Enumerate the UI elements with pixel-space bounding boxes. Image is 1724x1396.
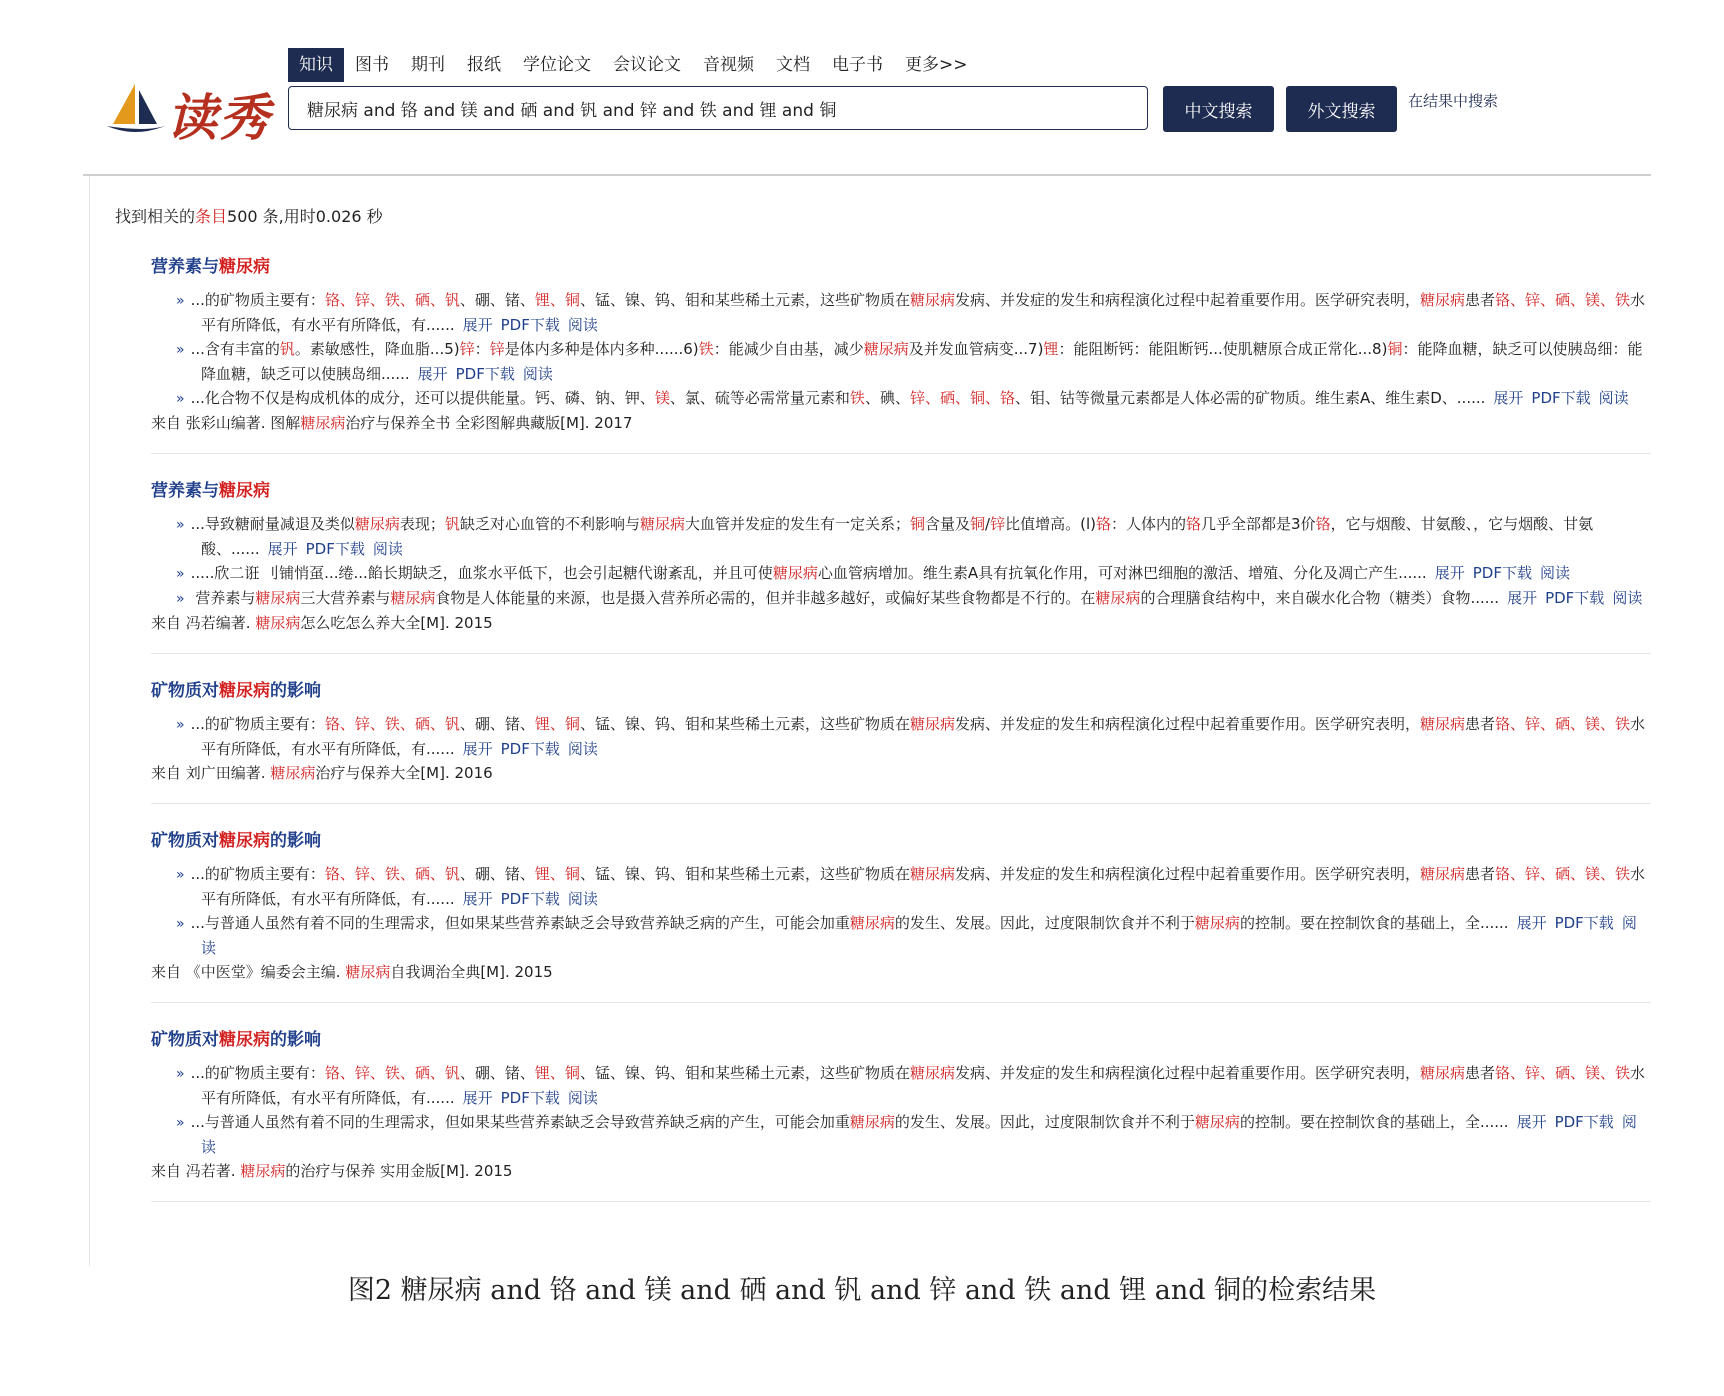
- snippet-text: 、锰、镍、钨、钼和某些稀土元素，这些矿物质在: [579, 865, 910, 883]
- result-item: [151, 1025, 1651, 1202]
- results-list: [151, 252, 1651, 1224]
- read-link[interactable]: 阅读: [567, 1089, 598, 1107]
- result-snippet: [176, 911, 1651, 960]
- pdf-download-link[interactable]: PDF下载: [500, 890, 560, 908]
- snippet-text: 几乎全部都是3价: [1201, 515, 1316, 533]
- result-title-link[interactable]: [151, 252, 1651, 277]
- keyword-highlight: 糖尿病: [863, 340, 909, 358]
- source-text: 治疗与保养大全[M]. 2016: [315, 764, 493, 782]
- snippet-text: 、硼、锗、: [459, 865, 535, 883]
- keyword-highlight: 糖尿病: [219, 481, 270, 501]
- keyword-highlight: 铬、锌、硒、镁、铁: [1495, 715, 1631, 733]
- expand-link[interactable]: 展开: [417, 365, 448, 383]
- snippet-text: ...与普通人虽然有着不同的生理需求，但如果某些营养素缺乏会导致营养缺乏病的产生，可能会加重: [190, 914, 850, 932]
- result-snippet: [176, 337, 1651, 386]
- keyword-highlight: 铬、锌、硒、镁、铁: [1495, 1064, 1631, 1082]
- double-chevron-icon: »: [176, 717, 185, 733]
- search-input[interactable]: [288, 86, 1148, 130]
- result-title-text: 矿物质对: [151, 1030, 219, 1050]
- snippet-text: ：能减少自由基，减少: [713, 340, 864, 358]
- keyword-highlight: 糖尿病: [1194, 914, 1240, 932]
- tab-documents[interactable]: 文档: [776, 55, 810, 75]
- summary-highlight: 条目: [195, 207, 228, 226]
- keyword-highlight: 糖尿病: [219, 1030, 270, 1050]
- read-link[interactable]: 阅读: [567, 890, 598, 908]
- pdf-download-link[interactable]: PDF下载: [1472, 564, 1532, 582]
- read-link[interactable]: 阅读: [567, 316, 598, 334]
- source-text: 来自 刘广田编著.: [151, 764, 271, 782]
- tab-ebooks[interactable]: 电子书: [832, 55, 883, 75]
- tab-conference-papers[interactable]: 会议论文: [613, 55, 681, 75]
- keyword-highlight: 糖尿病: [1419, 865, 1465, 883]
- keyword-highlight: 糖尿病: [909, 291, 955, 309]
- snippet-text: 的发生、发展。因此，过度限制饮食并不利于: [894, 914, 1195, 932]
- sailboat-icon: [105, 80, 167, 142]
- snippet-text: 大血管并发症的发生有一定关系；: [684, 515, 910, 533]
- logo[interactable]: [105, 80, 275, 147]
- summary-prefix: 找到相关的: [115, 207, 196, 226]
- keyword-highlight: 铬、锌、硒、镁、铁: [1495, 865, 1631, 883]
- snippet-text: ...导致糖耐量减退及类似: [190, 515, 355, 533]
- read-link[interactable]: 阅读: [522, 365, 553, 383]
- result-snippet: [176, 288, 1651, 337]
- keyword-highlight: 糖尿病: [1419, 291, 1465, 309]
- tab-journals[interactable]: 期刊: [411, 55, 445, 75]
- keyword-highlight: 锌: [489, 340, 505, 358]
- keyword-highlight: 糖尿病: [354, 515, 400, 533]
- snippet-text: 发病、并发症的发生和病程演化过程中起着重要作用。医学研究表明，: [954, 865, 1420, 883]
- logo-text: 读秀: [167, 88, 271, 147]
- keyword-highlight: 钒: [444, 515, 460, 533]
- snippet-text: 。素敏感性，降血脂...5): [294, 340, 460, 358]
- keyword-highlight: 铬、锌、硒、镁、铁: [1495, 291, 1631, 309]
- double-chevron-icon: »: [176, 1066, 185, 1082]
- snippet-text: 水平有所降低，有水平有所降低，有......: [201, 1064, 1646, 1107]
- expand-link[interactable]: 展开: [462, 890, 493, 908]
- pdf-download-link[interactable]: PDF下载: [305, 540, 365, 558]
- keyword-highlight: 糖尿病: [639, 515, 685, 533]
- search-in-results-link[interactable]: 在结果中搜索: [1408, 92, 1499, 110]
- figure-caption: 图2 糖尿病 and 铬 and 镁 and 硒 and 钒 and 锌 and 铁 and 锂 and 铜的检索结果: [347, 1275, 1377, 1306]
- expand-link[interactable]: 展开: [462, 740, 493, 758]
- snippet-text: 食物是人体能量的来源，也是摄入营养所必需的，但并非越多越好，或偏好某些食物都是不行的。在: [435, 589, 1096, 607]
- snippet-text: 心血管病增加。维生素A具有抗氧化作用，可对淋巴细胞的激活、增殖、分化及凋亡产生......: [817, 564, 1427, 582]
- keyword-highlight: 糖尿病: [909, 865, 955, 883]
- keyword-highlight: 糖尿病: [219, 681, 270, 701]
- expand-link[interactable]: 展开: [1516, 914, 1547, 932]
- result-title-link[interactable]: [151, 476, 1651, 501]
- result-source: [151, 761, 1651, 785]
- keyword-highlight: 铜: [970, 515, 986, 533]
- snippet-text: ...的矿物质主要有：: [190, 865, 325, 883]
- keyword-highlight: 糖尿病: [255, 589, 301, 607]
- category-tabs: [288, 48, 979, 82]
- expand-link[interactable]: 展开: [462, 1089, 493, 1107]
- snippet-text: 水平有所降低，有水平有所降低，有......: [201, 291, 1646, 334]
- keyword-highlight: 铬: [1315, 515, 1331, 533]
- result-title-link[interactable]: [151, 676, 1651, 701]
- source-text: 来自 张彩山编著. 图解: [151, 414, 301, 432]
- read-link[interactable]: 阅读: [201, 914, 1637, 957]
- pdf-download-link[interactable]: PDF下载: [500, 1089, 560, 1107]
- keyword-highlight: 糖尿病: [909, 1064, 955, 1082]
- source-text: 自我调治全典[M]. 2015: [390, 963, 553, 981]
- snippet-text: 的合理膳食结构中，来自碳水化合物（糖类）食物......: [1140, 589, 1500, 607]
- keyword-highlight: 铜: [1387, 340, 1403, 358]
- result-title-text: 营养素与: [151, 257, 219, 277]
- snippet-text: 、锰、镍、钨、钼和某些稀土元素，这些矿物质在: [579, 1064, 910, 1082]
- keyword-highlight: 铬、锌、铁、硒、钒: [324, 291, 460, 309]
- left-rule: [89, 176, 90, 1266]
- result-item: [151, 826, 1651, 1003]
- pdf-download-link[interactable]: PDF下载: [1554, 914, 1614, 932]
- keyword-highlight: 糖尿病: [1419, 715, 1465, 733]
- chinese-search-button[interactable]: 中文搜索: [1163, 86, 1274, 132]
- read-link[interactable]: 阅读: [567, 740, 598, 758]
- keyword-highlight: 糖尿病: [849, 1113, 895, 1131]
- snippet-text: 三大营养素与: [300, 589, 391, 607]
- snippet-text: ：能降血糖，缺乏可以使胰岛细：能降血糖，缺乏可以使胰岛细......: [201, 340, 1643, 383]
- source-text: 怎么吃怎么养大全[M]. 2015: [300, 614, 493, 632]
- result-title-text: 矿物质对: [151, 831, 219, 851]
- pdf-download-link[interactable]: PDF下载: [500, 316, 560, 334]
- keyword-highlight: 糖尿病: [1095, 589, 1141, 607]
- snippet-text: 比值增高。(l): [1005, 515, 1096, 533]
- snippet-text: ：能阻断钙：能阻断钙...使肌糖原合成正常化...8): [1058, 340, 1388, 358]
- pdf-download-link[interactable]: PDF下载: [500, 740, 560, 758]
- snippet-text: 、钼、钴等微量元素都是人体必需的矿物质。维生素A、维生素D、......: [1014, 389, 1486, 407]
- keyword-highlight: 糖尿病: [909, 715, 955, 733]
- keyword-highlight: 铁: [698, 340, 714, 358]
- snippet-text: ...化合物不仅是构成机体的成分，还可以提供能量。钙、磷、钠、钾、: [190, 389, 655, 407]
- snippet-text: 、氯、硫等必需常量元素和: [669, 389, 850, 407]
- tab-newspapers[interactable]: 报纸: [467, 55, 501, 75]
- result-title-text: 的影响: [270, 831, 321, 851]
- snippet-text: 、锰、镍、钨、钼和某些稀土元素，这些矿物质在: [579, 715, 910, 733]
- keyword-highlight: 镁: [654, 389, 670, 407]
- keyword-highlight: 糖尿病: [390, 589, 436, 607]
- pdf-download-link[interactable]: PDF下载: [455, 365, 515, 383]
- keyword-highlight: 锂、铜: [534, 1064, 580, 1082]
- result-source: [151, 1159, 1651, 1183]
- keyword-highlight: 锂、铜: [534, 715, 580, 733]
- double-chevron-icon: »: [176, 391, 185, 407]
- keyword-highlight: 糖尿病: [255, 614, 301, 632]
- keyword-highlight: 锂、铜: [534, 865, 580, 883]
- pdf-download-link[interactable]: PDF下载: [1545, 589, 1605, 607]
- snippet-text: 水平有所降低，有水平有所降低，有......: [201, 865, 1646, 908]
- result-source: [151, 960, 1651, 984]
- expand-link[interactable]: 展开: [1493, 389, 1524, 407]
- snippet-text: 缺乏对心血管的不利影响与: [459, 515, 640, 533]
- pdf-download-link[interactable]: PDF下载: [1531, 389, 1591, 407]
- tab-knowledge[interactable]: 知识: [288, 48, 344, 82]
- keyword-highlight: 糖尿病: [1419, 1064, 1465, 1082]
- snippet-text: 表现；: [399, 515, 445, 533]
- keyword-highlight: 糖尿病: [219, 831, 270, 851]
- snippet-text: 、碘、: [864, 389, 910, 407]
- double-chevron-icon: »: [176, 867, 185, 883]
- keyword-highlight: 铁: [849, 389, 865, 407]
- keyword-highlight: 糖尿病: [345, 963, 391, 981]
- foreign-search-button[interactable]: 外文搜索: [1286, 86, 1397, 132]
- snippet-text: 患者: [1465, 715, 1496, 733]
- result-title-text: 的影响: [270, 681, 321, 701]
- snippet-text: ：人体内的: [1111, 515, 1187, 533]
- keyword-highlight: 糖尿病: [270, 764, 316, 782]
- double-chevron-icon: »: [176, 342, 185, 358]
- double-chevron-icon: »: [176, 916, 185, 932]
- result-snippet: [176, 512, 1651, 561]
- result-snippet: [176, 1061, 1651, 1110]
- snippet-text: ...与普通人虽然有着不同的生理需求，但如果某些营养素缺乏会导致营养缺乏病的产生，可能会加重: [190, 1113, 850, 1131]
- result-snippet: [176, 561, 1651, 586]
- snippet-text: 发病、并发症的发生和病程演化过程中起着重要作用。医学研究表明，: [954, 291, 1420, 309]
- pdf-download-link[interactable]: PDF下载: [1554, 1113, 1614, 1131]
- expand-link[interactable]: 展开: [1516, 1113, 1547, 1131]
- snippet-text: 的控制。要在控制饮食的基础上，全......: [1239, 1113, 1509, 1131]
- result-snippet: [176, 712, 1651, 761]
- snippet-text: 发病、并发症的发生和病程演化过程中起着重要作用。医学研究表明，: [954, 1064, 1420, 1082]
- result-title-text: 的影响: [270, 1030, 321, 1050]
- snippet-text: ：: [474, 340, 490, 358]
- keyword-highlight: 锂: [1043, 340, 1059, 358]
- result-title-link[interactable]: [151, 1025, 1651, 1050]
- snippet-text: 患者: [1465, 865, 1496, 883]
- expand-link[interactable]: 展开: [267, 540, 298, 558]
- result-item: [151, 676, 1651, 804]
- result-title-text: 营养素与: [151, 481, 219, 501]
- snippet-text: ...的矿物质主要有：: [190, 1064, 325, 1082]
- tab-audio-video[interactable]: 音视频: [703, 55, 754, 75]
- result-source: [151, 411, 1651, 435]
- read-link[interactable]: 阅读: [1612, 589, 1643, 607]
- keyword-highlight: 糖尿病: [240, 1162, 286, 1180]
- double-chevron-icon: »: [176, 1115, 185, 1131]
- tab-more[interactable]: 更多>>: [905, 55, 968, 75]
- keyword-highlight: 锂、铜: [534, 291, 580, 309]
- expand-link[interactable]: 展开: [1507, 589, 1538, 607]
- snippet-text: 及并发血管病变...7): [908, 340, 1044, 358]
- snippet-text: ，它与烟酸、甘氨酸、，它与烟酸、甘氨酸、......: [201, 515, 1594, 558]
- snippet-text: ...的矿物质主要有：: [190, 715, 325, 733]
- result-title-text: 矿物质对: [151, 681, 219, 701]
- source-text: 来自 冯若著.: [151, 1162, 241, 1180]
- snippet-text: 、硼、锗、: [459, 1064, 535, 1082]
- read-link[interactable]: 阅读: [1598, 389, 1629, 407]
- result-item: [151, 252, 1651, 454]
- keyword-highlight: 铬: [1186, 515, 1202, 533]
- keyword-highlight: 锌、硒、铜、铬: [909, 389, 1015, 407]
- double-chevron-icon: »: [176, 293, 185, 309]
- read-link[interactable]: 阅读: [201, 1113, 1637, 1156]
- snippet-text: 的控制。要在控制饮食的基础上，全......: [1239, 914, 1509, 932]
- header-divider: [83, 174, 1651, 176]
- double-chevron-icon: »: [176, 517, 185, 533]
- keyword-highlight: 糖尿病: [772, 564, 818, 582]
- keyword-highlight: 锌: [990, 515, 1006, 533]
- keyword-highlight: 糖尿病: [1194, 1113, 1240, 1131]
- result-title-link[interactable]: [151, 826, 1651, 851]
- result-summary: [115, 204, 383, 227]
- tab-books[interactable]: 图书: [355, 55, 389, 75]
- keyword-highlight: 糖尿病: [219, 257, 270, 277]
- keyword-highlight: 铜: [909, 515, 925, 533]
- tab-theses[interactable]: 学位论文: [523, 55, 591, 75]
- snippet-text: 患者: [1465, 1064, 1496, 1082]
- snippet-text: 水平有所降低，有水平有所降低，有......: [201, 715, 1646, 758]
- keyword-highlight: 铬、锌、铁、硒、钒: [324, 1064, 460, 1082]
- snippet-text: 是体内多种是体内多种......6): [504, 340, 699, 358]
- read-link[interactable]: 阅读: [372, 540, 403, 558]
- snippet-text: 发病、并发症的发生和病程演化过程中起着重要作用。医学研究表明，: [954, 715, 1420, 733]
- keyword-highlight: 糖尿病: [300, 414, 346, 432]
- result-item: [151, 476, 1651, 654]
- keyword-highlight: 铬、锌、铁、硒、钒: [324, 715, 460, 733]
- snippet-text: ...的矿物质主要有：: [190, 291, 325, 309]
- snippet-text: 营养素与: [190, 589, 256, 607]
- source-text: 治疗与保养全书 全彩图解典藏版[M]. 2017: [345, 414, 633, 432]
- snippet-text: 、硼、锗、: [459, 715, 535, 733]
- snippet-text: ...含有丰富的: [190, 340, 280, 358]
- snippet-text: 、锰、镍、钨、钼和某些稀土元素，这些矿物质在: [579, 291, 910, 309]
- read-link[interactable]: 阅读: [1539, 564, 1570, 582]
- result-snippet: [176, 386, 1651, 411]
- source-text: 来自 《中医堂》编委会主编.: [151, 963, 346, 981]
- snippet-text: .....欣二诳 刂铺悄虿...绻...餡长期缺乏，血浆水平低下，也会引起糖代谢紊乱，并且可使: [190, 564, 773, 582]
- keyword-highlight: 糖尿病: [849, 914, 895, 932]
- keyword-highlight: 铬: [1095, 515, 1111, 533]
- result-snippet: [176, 586, 1651, 611]
- expand-link[interactable]: 展开: [1434, 564, 1465, 582]
- snippet-text: 患者: [1465, 291, 1496, 309]
- expand-link[interactable]: 展开: [462, 316, 493, 334]
- summary-suffix: 500 条,用时0.026 秒: [227, 207, 383, 226]
- snippet-text: 的发生、发展。因此，过度限制饮食并不利于: [894, 1113, 1195, 1131]
- snippet-text: 含量及: [925, 515, 971, 533]
- source-text: 来自 冯若编著.: [151, 614, 256, 632]
- snippet-text: 、硼、锗、: [459, 291, 535, 309]
- double-chevron-icon: »: [176, 591, 185, 607]
- header: [0, 0, 1724, 175]
- source-text: 的治疗与保养 实用金版[M]. 2015: [285, 1162, 513, 1180]
- keyword-highlight: 铬、锌、铁、硒、钒: [324, 865, 460, 883]
- double-chevron-icon: »: [176, 566, 185, 582]
- result-source: [151, 611, 1651, 635]
- snippet-text: /: [985, 515, 991, 533]
- result-snippet: [176, 862, 1651, 911]
- keyword-highlight: 钒: [279, 340, 295, 358]
- keyword-highlight: 锌: [459, 340, 475, 358]
- result-snippet: [176, 1110, 1651, 1159]
